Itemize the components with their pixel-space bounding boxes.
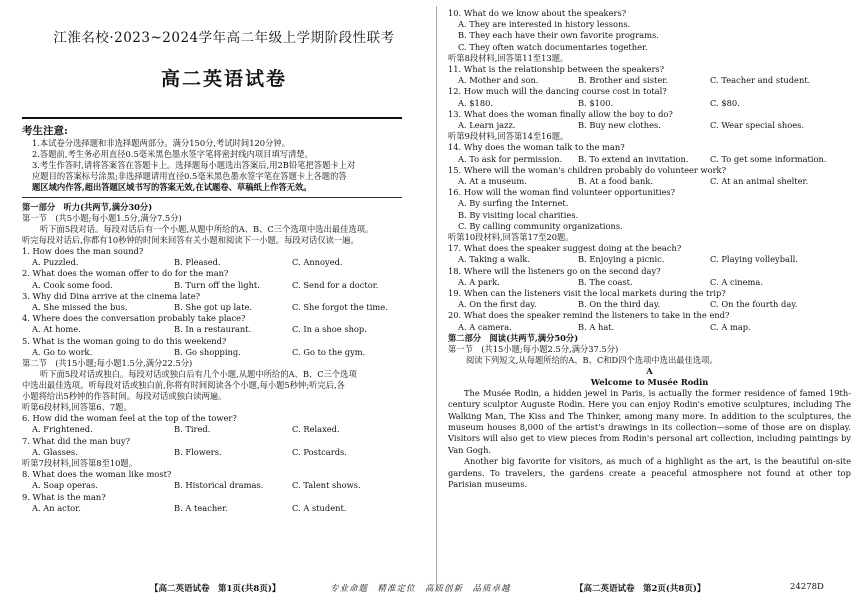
- option-c: C. On the fourth day.: [710, 299, 798, 310]
- option-b: B. Flowers.: [174, 446, 222, 457]
- option-c: C. Teacher and student.: [710, 75, 811, 86]
- option-c: C. At an animal shelter.: [710, 175, 809, 186]
- part1-sec2-heading: 第二节 (共15小题;每小题1.5分,满分22.5分): [22, 357, 193, 368]
- header-rule: [22, 117, 402, 119]
- question: 1. How does the man sound?: [22, 246, 144, 256]
- notes-rule: [22, 197, 402, 198]
- option-b: B. To extend an invitation.: [578, 153, 689, 164]
- option-c: C. She forgot the time.: [292, 301, 388, 312]
- passage-paragraph: Another big favorite for visitors, as much of a highlight as the art, is the beautiful on-site gardens. To travelers, the gardens create a peaceful atmosphere not found at other top Parisian museums.: [448, 456, 851, 489]
- material-note: 听第10段材料,回答第17至20题。: [448, 231, 574, 242]
- center-divider: [436, 6, 437, 591]
- question: 5. What is the woman going to do this weekend?: [22, 335, 227, 346]
- footer-page2: 【高二英语试卷 第2页(共8页)】: [575, 584, 706, 594]
- question: 14. Why does the woman talk to the man?: [448, 142, 625, 153]
- option-b: B. A hat.: [578, 321, 615, 332]
- note-line: 2.答题前,考生务必用直径0.5毫米黑色墨水签字笔将密封线内项目填写清楚。: [32, 149, 313, 159]
- option-a: A. Puzzled.: [32, 257, 79, 268]
- option-a: A. She missed the bus.: [32, 301, 128, 312]
- option-c: C. Go to the gym.: [292, 346, 366, 357]
- option-c: C. A map.: [710, 321, 751, 332]
- option-row: [448, 98, 851, 109]
- footer-slogan: 专业命题 精准定位 高质创新 品质卓越: [330, 584, 511, 594]
- option-a: A. Frightened.: [32, 424, 93, 435]
- option-c: C. A student.: [292, 502, 347, 513]
- option-c: C. Talent shows.: [292, 480, 361, 491]
- option-b: B. In a restaurant.: [174, 324, 252, 335]
- reading-instruction: 阅读下列短文,从每题所给的A、B、C和D四个选项中选出最佳选项。: [466, 354, 718, 365]
- option-b: B. The coast.: [578, 276, 633, 287]
- option-line: C. They often watch documentaries together.: [458, 41, 648, 52]
- question: 16. How will the woman find volunteer opportunities?: [448, 187, 676, 198]
- option-row: [22, 324, 426, 335]
- option-row: [22, 503, 426, 514]
- option-a: A. A park.: [458, 276, 500, 287]
- option-b: B. Enjoying a picnic.: [578, 254, 665, 265]
- question-list-1-5: [22, 246, 426, 358]
- note-line: 3.考生作答时,请将答案答在答题卡上。选择题每小题选出答案后,用2B铅笔把答题卡上对: [32, 160, 356, 170]
- option-b: B. Historical dramas.: [174, 480, 264, 491]
- option-line: C. By calling community organizations.: [458, 220, 623, 231]
- passage-paragraph: The Musée Rodin, a hidden jewel in Paris, is actually the former residence of famed 19th-century sculptor Auguste Rodin. Here you can enjoy Rodin's emotive sculptures, including The Walking Man, The Kiss and The Thinker, among many more. In addition to the sculptures, the museum houses 8,000 of the artist's drawings in its collection—some of those are on display. Visitors will also get to view pieces from Rodin's personal art collection, including paintings by Van Gogh.: [448, 387, 851, 455]
- option-c: C. Postcards.: [292, 446, 347, 457]
- option-a: A. Soap operas.: [32, 480, 98, 491]
- passage-letter: A: [646, 365, 653, 376]
- material-note: 听第9段材料,回答第14至16题。: [448, 131, 569, 142]
- option-c: C. Annoyed.: [292, 257, 343, 268]
- option-a: A. Learn jazz.: [458, 120, 516, 130]
- instruction-line: 小题将给出5秒钟的作答时间。每段对话或独白读两遍。: [22, 390, 227, 401]
- part2-sec1-heading: 第一节 (共15小题;每小题2.5分,满分37.5分): [448, 343, 619, 354]
- option-b: B. On the third day.: [578, 299, 661, 310]
- option-row: [22, 480, 426, 491]
- option-row: [448, 277, 851, 288]
- option-b: B. Pleased.: [174, 257, 221, 268]
- part1-heading: 第一部分 听力(共两节,满分30分): [22, 202, 153, 212]
- option-row: [448, 120, 851, 131]
- notes-section: [22, 123, 426, 193]
- option-b: B. Buy new clothes.: [578, 120, 661, 130]
- footer-code: 24278D: [790, 582, 824, 592]
- option-row: [448, 75, 851, 86]
- option-b: B. Turn off the light.: [174, 279, 260, 290]
- instruction-line: 听下面5段对话。每段对话后有一个小题,从题中所给的A、B、C三个选项中选出最佳选项。: [40, 224, 374, 234]
- instruction-line: 听下面5段对话或独白。每段对话或独白后有几个小题,从题中所给的A、B、C三个选项: [40, 368, 357, 379]
- option-line: B. They each have their own favorite programs.: [458, 30, 659, 41]
- question: 9. What is the man?: [22, 491, 106, 502]
- question: 3. Why did Dina arrive at the cinema late?: [22, 290, 201, 301]
- question: 10. What do we know about the speakers?: [448, 8, 627, 18]
- question: 4. Where does the conversation probably take place?: [22, 313, 246, 324]
- option-row: [22, 302, 426, 313]
- option-c: C. $80.: [710, 97, 740, 108]
- question: 18. Where will the listeners go on the second day?: [448, 265, 661, 276]
- option-row: [22, 447, 426, 458]
- part1-sec1-heading: 第一节 (共5小题;每小题1.5分,满分7.5分): [22, 213, 182, 223]
- option-row: [22, 347, 426, 358]
- option-b: B. $100.: [578, 97, 614, 108]
- option-row: [448, 154, 851, 165]
- material-note: 听第8段材料,回答第11至13题。: [448, 52, 569, 63]
- note-line: 应题目的答案标号涂黑;非选择题请用直径0.5毫米黑色墨水签字笔在答题卡上各题的答: [32, 171, 347, 181]
- instruction-line: 中选出最佳选项。听每段对话或独白前,你将有时间阅读各个小题,每小题5秒钟;听完后,各: [22, 379, 345, 390]
- option-c: C. Playing volleyball.: [710, 254, 798, 265]
- option-b: B. At a food bank.: [578, 175, 654, 186]
- option-a: A. Go to work.: [32, 346, 93, 357]
- question-list-6-9: [22, 402, 426, 514]
- option-row: [22, 280, 426, 291]
- question: 11. What is the relationship between the speakers?: [448, 64, 665, 75]
- right-page: [438, 0, 861, 605]
- question: 2. What does the woman offer to do for the man?: [22, 268, 229, 279]
- question-list-10-20: [448, 8, 851, 333]
- note-line: 题区域内作答,超出答题区域书写的答案无效,在试题卷、草稿纸上作答无效。: [32, 182, 312, 192]
- option-a: A. Glasses.: [32, 446, 78, 457]
- question: 15. Where will the woman's children probably do volunteer work?: [448, 164, 727, 175]
- passage-title: Welcome to Musée Rodin: [590, 376, 709, 387]
- option-line: A. They are interested in history lessons.: [458, 19, 631, 30]
- option-a: A. To ask for permission.: [458, 153, 563, 164]
- part2-heading: 第二部分 阅读(共两节,满分50分): [448, 332, 579, 343]
- option-a: A. At a museum.: [458, 175, 527, 186]
- option-b: B. A teacher.: [174, 502, 228, 513]
- footer-page1: 【高二英语试卷 第1页(共8页)】: [150, 584, 281, 594]
- question: 7. What did the man buy?: [22, 435, 131, 446]
- question: 8. What does the woman like most?: [22, 469, 172, 480]
- option-a: A. A camera.: [458, 321, 512, 332]
- option-c: C. Send for a doctor.: [292, 279, 379, 290]
- option-c: C. Wear special shoes.: [710, 120, 805, 130]
- option-b: B. Brother and sister.: [578, 75, 668, 86]
- material-note: 听第6段材料,回答第6、7题。: [22, 401, 132, 412]
- question: 13. What does the woman finally allow the boy to do?: [448, 108, 673, 119]
- option-a: A. An actor.: [32, 502, 81, 513]
- option-b: B. Go shopping.: [174, 346, 241, 357]
- question: 19. When can the listeners visit the local markets during the trip?: [448, 287, 726, 298]
- option-row: [22, 257, 426, 268]
- option-c: C. To get some information.: [710, 153, 827, 164]
- option-line: A. By surfing the Internet.: [458, 198, 569, 209]
- exam-title: 高二英语试卷: [160, 68, 287, 90]
- material-note: 听第7段材料,回答第8至10题。: [22, 457, 138, 468]
- option-a: A. Taking a walk.: [458, 254, 531, 265]
- note-line: 1.本试卷分选择题和非选择题两部分。满分150分,考试时间120分钟。: [32, 138, 290, 148]
- question: 17. What does the speaker suggest doing at the beach?: [448, 243, 682, 254]
- question: 20. What does the speaker remind the listeners to take in the end?: [448, 310, 730, 321]
- question: 12. How much will the dancing course cost in total?: [448, 86, 667, 97]
- option-a: A. At home.: [32, 324, 81, 335]
- option-a: A. $180.: [458, 97, 494, 108]
- option-c: C. Relaxed.: [292, 424, 340, 435]
- instruction-line: 听完每段对话后,你都有10秒钟的时间来回答有关小题和阅读下一小题。每段对话仅读一遍。: [22, 235, 359, 245]
- option-row: [22, 424, 426, 435]
- exam-header-line: 江淮名校·2023~2024学年高二年级上学期阶段性联考: [53, 30, 395, 46]
- option-b: B. Tired.: [174, 424, 211, 435]
- notes-heading: 考生注意:: [22, 125, 68, 137]
- option-row: [448, 299, 851, 310]
- option-row: [448, 176, 851, 187]
- option-row: [448, 254, 851, 265]
- option-c: C. A cinema.: [710, 276, 763, 287]
- option-a: A. Cook some food.: [32, 279, 113, 290]
- option-a: A. On the first day.: [458, 299, 537, 310]
- option-row: [448, 322, 851, 333]
- option-a: A. Mother and son.: [458, 75, 539, 86]
- option-line: B. By visiting local charities.: [458, 209, 579, 220]
- option-b: B. She got up late.: [174, 301, 252, 312]
- option-c: C. In a shoe shop.: [292, 324, 367, 335]
- question: 6. How did the woman feel at the top of the tower?: [22, 413, 237, 424]
